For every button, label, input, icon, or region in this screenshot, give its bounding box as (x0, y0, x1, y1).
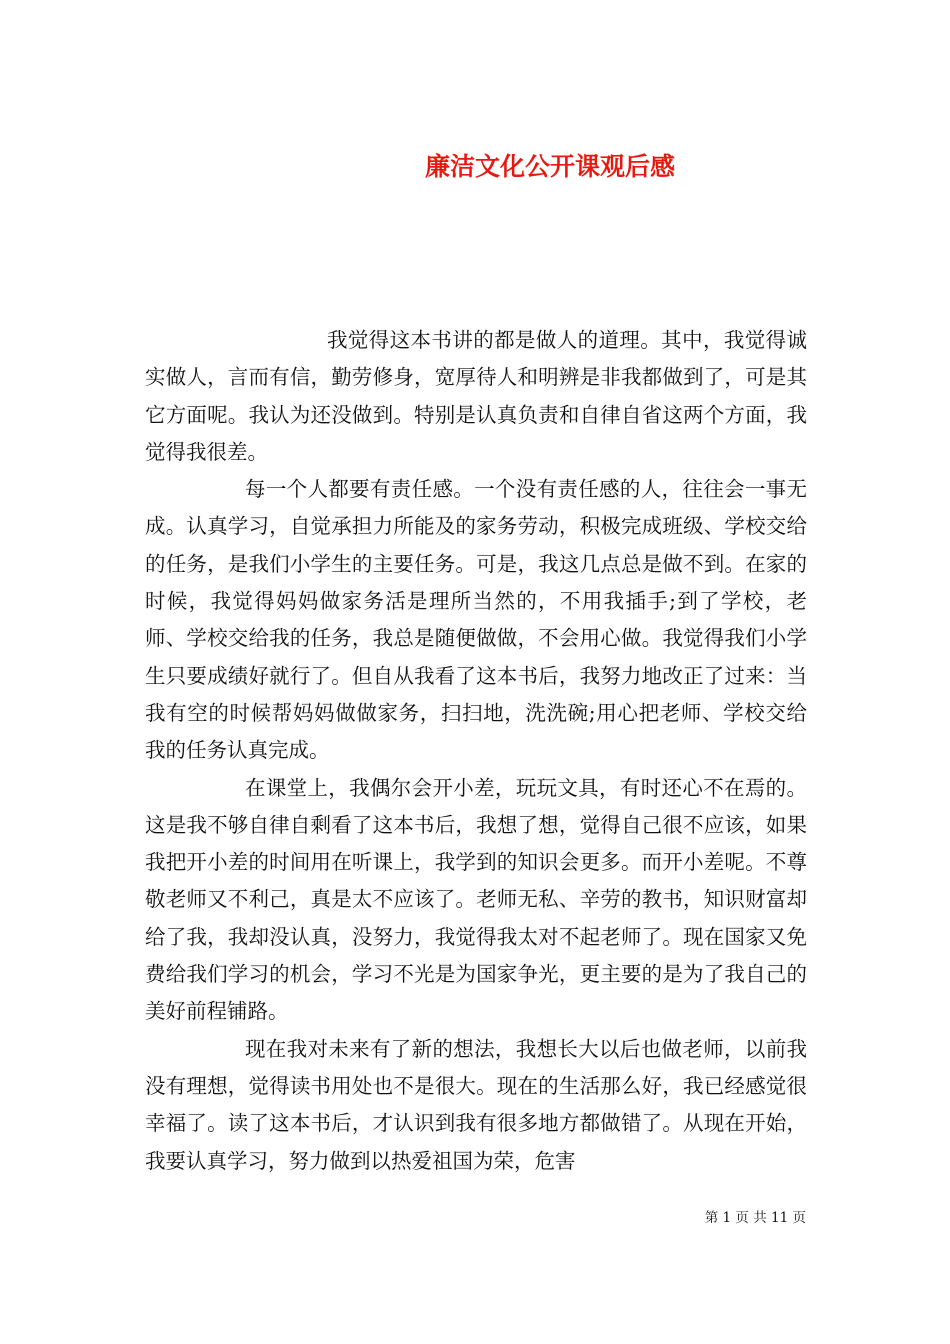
document-body (145, 322, 807, 1180)
document-title: 廉洁文化公开课观后感 (424, 151, 675, 181)
paragraph-2: 每一个人都要有责任感。一个没有责任感的人，往往会一事无成。认真学习，自觉承担力所能及的家务劳动，积极完成班级、学校交给的任务，是我们小学生的主要任务。可是，我这几点总是做不到。在家的时候，我觉得妈妈做家务活是理所当然的，不用我插手;到了学校，老师、学校交给我的任务，我总是随便做做，不会用心做。我觉得我们小学生只要成绩好就行了。但自从我看了这本书后，我努力地改正了过来：当我有空的时候帮妈妈做做家务，扫扫地，洗洗碗;用心把老师、学校交给我的任务认真完成。 (145, 477, 807, 763)
page-number-footer: 第 1 页 共 11 页 (704, 1210, 806, 1226)
paragraph-4: 现在我对未来有了新的想法，我想长大以后也做老师，以前我没有理想，觉得读书用处也不是很大。现在的生活那么好，我已经感觉很幸福了。读了这本书后，才认识到我有很多地方都做错了。从现在开始，我要认真学习，努力做到以热爱祖国为荣，危害 (145, 1036, 807, 1173)
paragraph-1: 我觉得这本书讲的都是做人的道理。其中，我觉得诚实做人，言而有信，勤劳修身，宽厚待人和明辨是非我都做到了，可是其它方面呢。我认为还没做到。特别是认真负责和自律自省这两个方面，我觉得我很差。 (145, 328, 807, 464)
paragraph-3: 在课堂上，我偶尔会开小差，玩玩文具，有时还心不在焉的。这是我不够自律自剩看了这本书后，我想了想，觉得自己很不应该，如果我把开小差的时间用在听课上，我学到的知识会更多。而开小差呢。不尊敬老师又不利己，真是太不应该了。老师无私、辛劳的教书，知识财富却给了我，我却没认真，没努力，我觉得我太对不起老师了。现在国家又免费给我们学习的机会，学习不光是为国家争光，更主要的是为了我自己的美好前程铺路。 (145, 775, 807, 1024)
